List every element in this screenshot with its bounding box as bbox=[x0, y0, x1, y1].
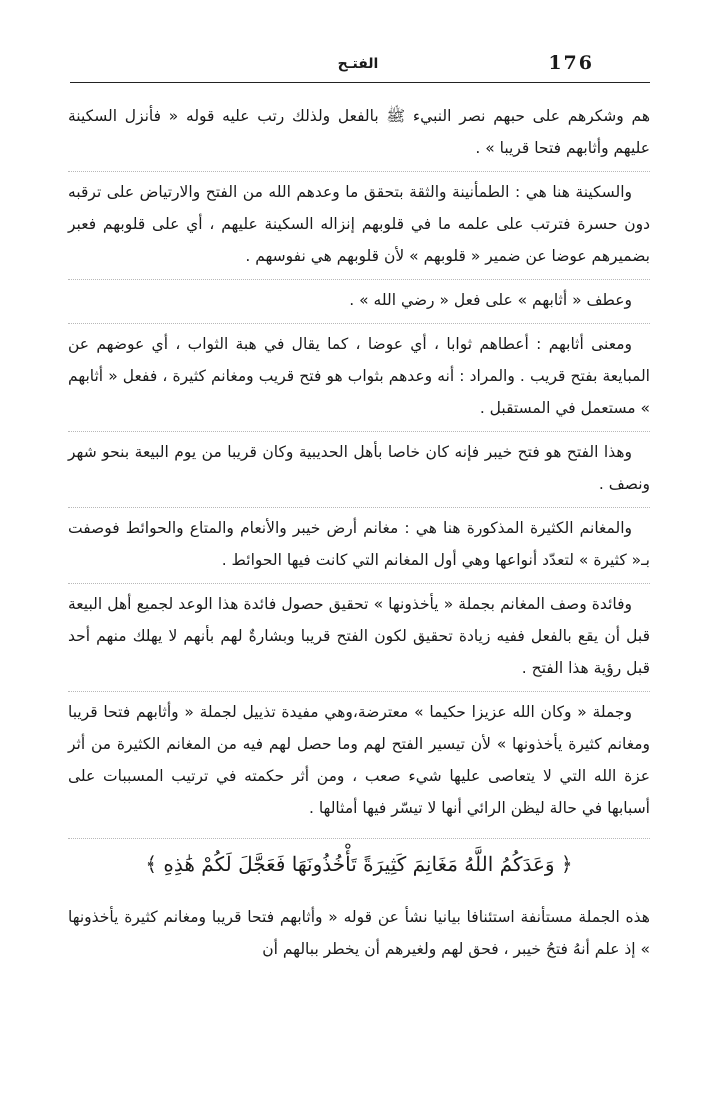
page-header bbox=[68, 50, 648, 84]
paragraph: وعطف « أثابهم » على فعل « رضي الله » . bbox=[68, 279, 650, 316]
paragraph: وفائدة وصف المغانم بجملة « يأخذونها » تحقيق حصول فائدة هذا الوعد لجميع أهل البيعة قبل أن يقع بالفعل ففيه زيادة تحقيق لكون الفتح قريبا وبشارةٌ لهم بأنهم لا يهلك منهم أحد قبل رؤية هذا الفتح . bbox=[68, 583, 650, 684]
page-body bbox=[68, 100, 650, 972]
paragraph: وجملة « وكان الله عزيزا حكيما » معترضة،وهي مفيدة تذييل لجملة « وأثابهم فتحا قريبا ومغانم كثيرة يأخذونها » لأن تيسير الفتح لهم وما حصل لهم فيه من المغانم الكثيرة من أثر عزة الله التي لا يتعاصى عليها شيء صعب ، ومن أثر حكمته في ترتيب المسببات على أسبابها في حالة ليظن الرائي أنها لا تيسّر فيها أمثالها . bbox=[68, 691, 650, 824]
paragraph: ومعنى أثابهم : أعطاهم ثوابا ، أي عوضا ، كما يقال في هبة الثواب ، أي عوضهم عن المبايعة بفتح قريب . والمراد : أنه وعدهم بثواب هو فتح قريب ومغانم كثيرة ، ففعل « أثابهم » مستعمل في المستقبل . bbox=[68, 323, 650, 424]
page-number: 176 bbox=[548, 52, 594, 74]
paragraph: هم وشكرهم على حبهم نصر النبيء ﷺ بالفعل ولذلك رتب عليه قوله « فأنزل السكينة عليهم وأثابهم فتحا قريبا » . bbox=[68, 107, 650, 157]
running-title: الفتـح bbox=[337, 56, 379, 72]
quran-verse: ﴿ وَعَدَكُمُ اللَّهُ مَغَانِمَ كَثِيرَةً تَأْخُذُونَهَا فَعَجَّلَ لَكُمْ هَٰذِهِ ﴾ bbox=[68, 838, 650, 889]
paragraph: والمغانم الكثيرة المذكورة هنا هي : مغانم أرض خيبر والأنعام والمتاع والحوائط فوصفت بـ« كثيرة » لتعدّد أنواعها وهي أول المغانم التي كانت فيها الحوائط . bbox=[68, 507, 650, 576]
paragraph: هذه الجملة مستأنفة استئنافا بيانيا نشأ عن قوله « وأثابهم فتحا قريبا ومغانم كثيرة يأخذونها » إذ علم أنهُ فتحُ خيبر ، فحق لهم ولغيرهم أن يخطر ببالهم أن bbox=[68, 908, 650, 958]
paragraph: والسكينة هنا هي : الطمأنينة والثقة بتحقق ما وعدهم الله من الفتح والارتياض على ترقبه دون حسرة فترتب على علمه ما في قلوبهم إنزاله السكينة عليهم ، أي على قلوبهم فعبر بضميرهم عوضا عن ضمير « قلوبهم » لأن قلوبهم هي نفوسهم . bbox=[68, 171, 650, 272]
header-rule bbox=[70, 82, 650, 83]
paragraph: وهذا الفتح هو فتح خيبر فإنه كان خاصا بأهل الحديبية وكان قريبا من يوم البيعة بنحو شهر ونصف . bbox=[68, 431, 650, 500]
